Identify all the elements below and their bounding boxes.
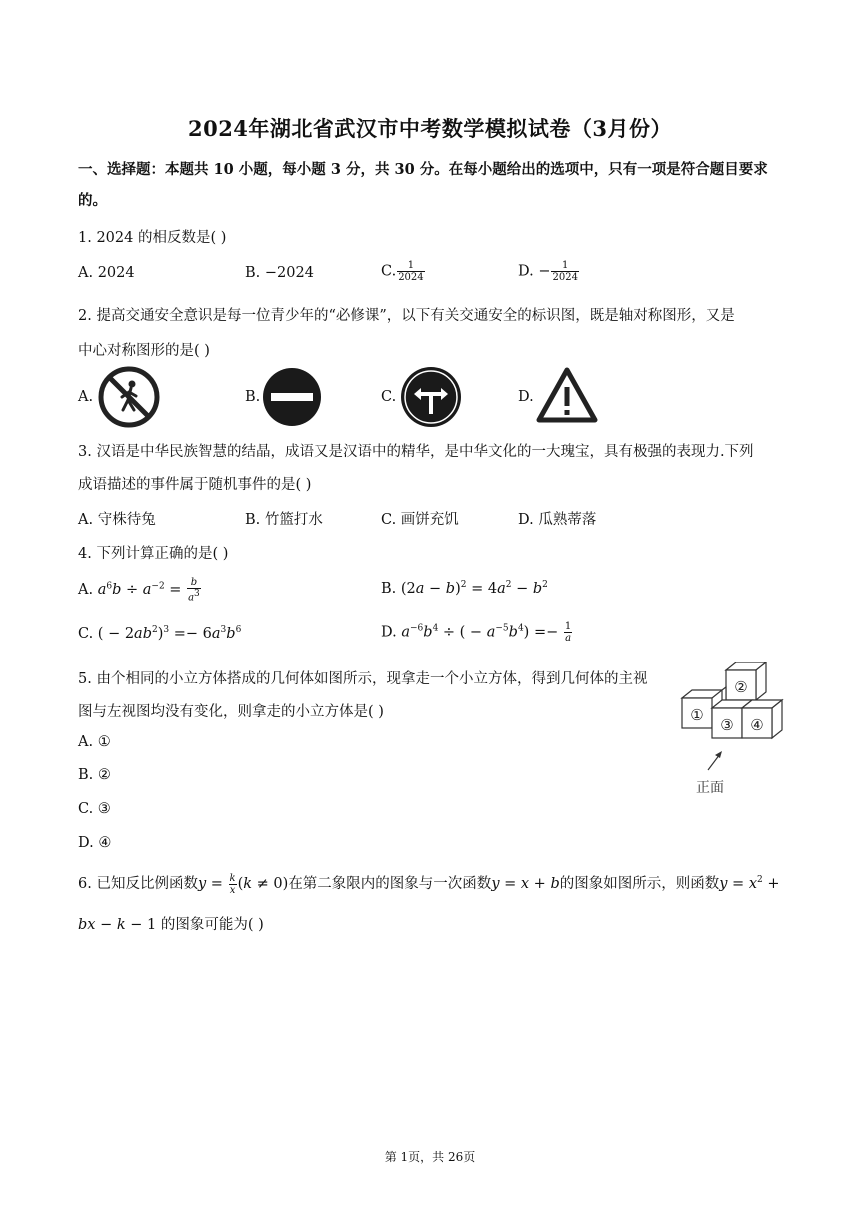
section-heading: 一、选择题：本题共 10 小题，每小题 3 分，共 30 分。在每小题给出的选项中，只有一项是符合题目要求 <box>78 161 768 178</box>
q3-stem-line2: 成语描述的事件属于随机事件的是( ) <box>78 477 312 493</box>
q3-stem-line1: 3. 汉语是中华民族智慧的结晶，成语又是汉语中的精华，是中华文化的一大瑰宝，具有极强的表现力.下列 <box>78 444 754 460</box>
q1-option-c: C. $\frac{1}{2024}$ <box>381 260 424 283</box>
q3-option-a: A. 守株待兔 <box>78 512 156 528</box>
section-heading-cont: 的。 <box>78 192 107 209</box>
q1-option-b: B. −2024 <box>245 265 314 281</box>
q3-option-b: B. 竹篮打水 <box>245 512 323 528</box>
page-footer: 第 1页，共 26页 <box>384 1150 476 1164</box>
front-caption: 正面 <box>696 780 724 796</box>
q2-option-c: C. <box>381 389 397 405</box>
q3-option-c: C. 画饼充饥 <box>381 512 459 528</box>
cube-label-3: ③ <box>720 716 734 734</box>
no-pedestrian-sign-icon <box>98 366 160 428</box>
q5-stem-line2: 图与左视图均没有变化，则拿走的小立方体是( ) <box>78 704 384 720</box>
q2-option-d: D. <box>518 389 534 405</box>
q1-option-a: A. 2024 <box>78 265 135 281</box>
q2-option-b: B. <box>245 389 261 405</box>
q5-option-c: C. ③ <box>78 801 111 817</box>
q1-option-d: D. − $\frac{1}{2024}$ <box>518 260 578 283</box>
q5-option-d: D. ④ <box>78 835 112 851</box>
q2-stem-line2: 中心对称图形的是( ) <box>78 343 210 359</box>
cube-stack-figure <box>676 662 811 802</box>
q5-stem-line1: 5. 由个相同的小立方体搭成的几何体如图所示，现拿走一个小立方体，得到几何体的主视 <box>78 671 648 687</box>
page-title: 2024年湖北省武汉市中考数学模拟试卷（3月份） <box>187 116 673 141</box>
turn-left-right-sign-icon <box>400 366 462 428</box>
q6-stem-line2: bx − k − 1 的图象可能为( ) <box>78 917 264 933</box>
cube-label-4: ④ <box>750 716 764 734</box>
cube-label-2: ② <box>734 678 748 696</box>
q5-option-b: B. ② <box>78 767 111 783</box>
q2-stem-line1: 2. 提高交通安全意识是每一位青少年的“必修课”，以下有关交通安全的标识图，既是轴对称图形，又是 <box>78 308 735 324</box>
q3-option-d: D. 瓜熟蒂落 <box>518 512 597 528</box>
no-entry-sign-icon <box>262 367 322 427</box>
q2-option-a: A. <box>78 389 94 405</box>
warning-triangle-sign-icon <box>536 367 598 423</box>
q6-stem-line1: 6. 已知反比例函数y = $\frac{k}{x}$ (k ≠ 0)在第二象限内的图象与一次函数y = x + b的图象如图所示，则函数$y = x^2$ + <box>78 872 780 896</box>
cube-label-1: ① <box>690 706 704 724</box>
q1-stem: 1. 2024 的相反数是( ) <box>78 230 227 246</box>
q4-stem: 4. 下列计算正确的是( ) <box>78 546 229 562</box>
q5-option-a: A. ① <box>78 734 111 750</box>
q4-option-a: A. $a^6b \div a^{-2}$ = $\frac{b}{a^3}$ <box>78 577 200 604</box>
q4-option-c: C. ( − $2ab^2)^3 =- 6a^3b^6$ <box>78 625 242 642</box>
q4-option-d: D. $a^{-6}b^4$ ÷ ( − $a^{-5}b^4$) =− $\frac{1}{a}$ <box>381 621 572 644</box>
q4-option-b: B. $(2a - b)^2 = 4a^2 - b^2$ <box>381 580 548 597</box>
